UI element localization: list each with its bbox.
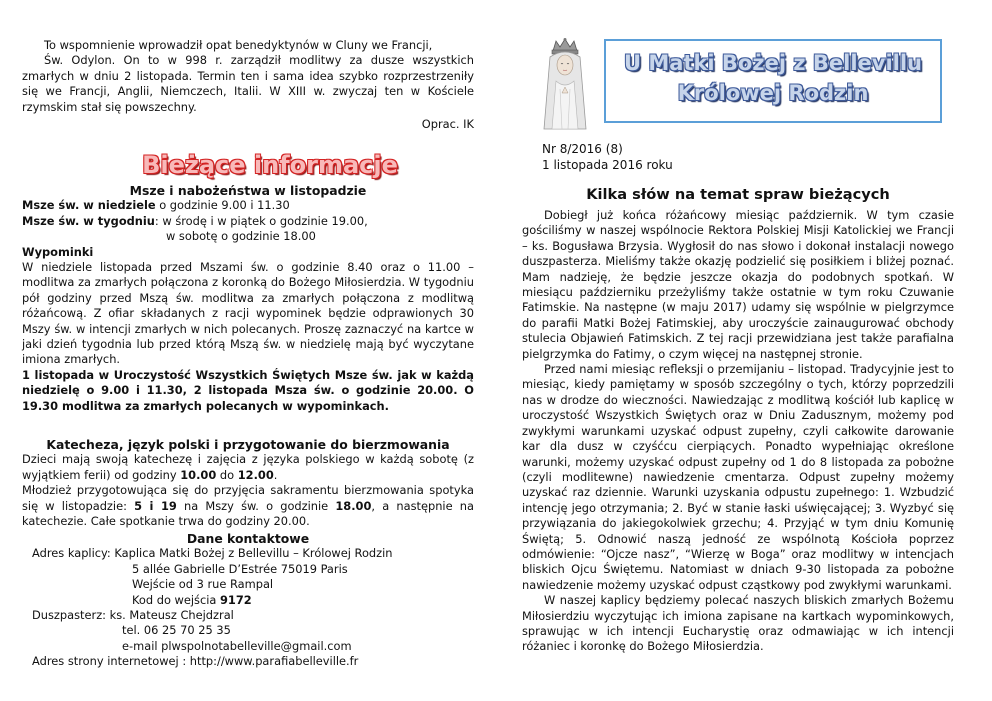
- all-saints-note: 1 listopada w Uroczystość Wszystkich Świętych Msze św. jak w każdą niedzielę o 9.00 i 11.30, 2 listopada Msza św. o godzinie 20.00. O 19.30 modlitwa za zmarłych polecanych w wypominkach.: [22, 367, 474, 413]
- issue-info: [542, 141, 673, 173]
- chapel-entrance: Wejście od 3 rue Rampal: [132, 577, 274, 592]
- bierzmowanie-text: , a następnie na katechezie. Całe spotkanie trwa do godziny 20.00.: [22, 498, 474, 529]
- main-article: [522, 186, 954, 655]
- section-title-biezace: Bieżące informacje: [142, 151, 398, 179]
- chapel-address-label: Adres kaplicy:: [32, 546, 115, 561]
- intro-block: [22, 38, 474, 132]
- katecheza-time-end: 12.00: [237, 467, 274, 482]
- phone: tel. 06 25 70 25 35: [122, 623, 231, 638]
- newsletter-title-line-1: U Matki Bożej z Bellevillu: [623, 51, 922, 75]
- bierzmowanie-text: na Mszy św. o godzinie: [176, 498, 336, 513]
- katecheza-paragraph-2: [22, 483, 474, 529]
- intro-line-1: To wspomnienie wprowadził opat benedyktynów w Cluny we Francji,: [44, 38, 433, 52]
- katecheza-time-start: 10.00: [180, 467, 217, 482]
- katecheza-heading: Katecheza, język polski i przygotowanie do bierzmowania: [46, 437, 450, 452]
- article-paragraph: Dobiegł już końca różańcowy miesiąc październik. W tym czasie gościliśmy w naszej wspólnocie Rektora Polskiej Misji Katolickiej we Francji – ks. Bogusława Brzysia. Wygłosił do nas słowo i dokonał instalacji nowego duszpasterza. Mieliśmy także okazję podzielić się posiłkiem i bliżej poznać. Mam nadzieję, że będzie jeszcze okazja do podobnych spotkań. W miesiącu październiku przeżyliśmy także ostatnie w tym roku Czuwanie Fatimskie. Na następne (w maju 2017) udamy się wspólnie w pielgrzymce do parafii Matki Bożej Fatimskiej, aby uroczyście zainaugurować obchody stulecia Objawień Fatimskich. Z tej racji przewidziana jest także parafialna pielgrzymka do Fatimy, o czym więcej na następnej stronie.: [522, 208, 954, 361]
- katecheza-section: [22, 437, 474, 529]
- bierzmowanie-text: Młodzież przygotowująca się do przyjęcia sakramentu bierzmowania spotyka się w listopadzie:: [22, 483, 474, 513]
- saturday-mass-line: w sobotę o godzinie 18.00: [166, 229, 316, 244]
- katecheza-paragraph-1: [22, 452, 474, 483]
- weekday-label: Msze św. w tygodniu: [22, 213, 155, 228]
- contact-heading: Dane kontaktowe: [186, 531, 310, 546]
- katecheza-text: Dzieci mają swoją katechezę i zajęcia z języka polskiego w każdą sobotę (z wyjątkiem ferii) od godziny: [22, 452, 474, 482]
- newsletter-title-box: [604, 39, 942, 123]
- article-paragraph: Przed nami miesiąc refleksji o przemijaniu – listopad. Tradycyjnie jest to miesiąc, kiedy pamiętamy w sposób szczególny o tych, którzy poprzedzili nas w drodze do wieczności. Nawiedzając z modlitwą kościół lub kaplicę w uroczystość Wszystkich Świętych oraz w Dniu Zadusznym, możemy pod zwykłymi warunkami uzyskać odpust zupełny, czyli całkowite darowanie kar dla dusz w czyśćcu cierpiących. Ponadto wypełniając określone warunki, możemy uzyskać odpust zupełny od 1 do 8 listopada za pobożne (czyli modlitewne) nawiedzenie cmentarza. Odpust zupełny możemy uzyskać raz dziennie. Warunki uzyskania odpustu zupełnego: 1. Wzbudzić intencję jego otrzymania; 2. Być w stanie łaski uświęcającej; 3. Wyzbyć się przywiązania do jakiegokolwiek grzechu; 4. Przyjąć w tym dniu Komunię Świętą; 5. Odnowić naszą jedność ze wspólnotą Kościoła poprzez odmówienie: “Ojcze nasz”, “Wierzę w Boga” oraz modlitwy w intencjach bliskich Ojcu Świętemu. Natomiast w dniach 9-30 listopada za pobożne nawiedzenie możemy uzyskać odpust cząstkowy pod zwykłymi warunkami.: [522, 362, 954, 592]
- intro-signature: Oprac. IK: [421, 117, 474, 132]
- bierzmowanie-time: 18.00: [335, 498, 372, 513]
- pastor-line: [32, 608, 474, 623]
- bierzmowanie-dates: 5 i 19: [134, 498, 177, 513]
- door-code-label: Kod do wejścia: [132, 592, 220, 607]
- issue-date: 1 listopada 2016 roku: [542, 158, 673, 172]
- newsletter-title-line-2: Królowej Rodzin: [677, 81, 869, 105]
- door-code-line: [32, 593, 474, 608]
- wypominki-text: W niedziele listopada przed Mszami św. o godzinie 8.40 oraz o 11.00 – modlitwa za zmarłych połączona z koronką do Bożego Miłosierdzia. W tygodniu pół godziny przed Mszą św. modlitwa za zmarłych połączona z modlitwą różańcową. Z ofiar składanych z racji wypominek będzie odprawionych 30 Mszy św. w intencji zmarłych w nich polecanych. Proszę zaznaczyć na kartce w jaki dzień tygodnia lub przed którą Mszą św. w niedzielę mają być wyczytane imiona zmarłych.: [22, 260, 474, 367]
- msze-heading: Msze i nabożeństwa w listopadzie: [129, 183, 367, 198]
- chapel-address-line: [32, 546, 474, 561]
- article-paragraph: W naszej kaplicy będziemy polecać naszych bliskich zmarłych Bożemu Miłosierdziu wyczytując ich imiona zapisane na kartkach wypominkowych, sprawując w ich intencji Eucharystię oraz odmawiając w ich intencji różaniec i koronkę do Bożego Miłosierdzia.: [522, 593, 954, 654]
- door-code: 9172: [220, 592, 252, 607]
- issue-number: Nr 8/2016 (8): [542, 142, 623, 156]
- contact-details: [22, 546, 474, 669]
- wypominki-heading: Wypominki: [22, 244, 94, 259]
- sunday-mass-line: [22, 198, 474, 213]
- weekday-text: : w środę i w piątek o godzinie 19.00,: [154, 213, 368, 228]
- katecheza-text: .: [273, 467, 278, 482]
- katecheza-text: do: [216, 467, 238, 482]
- sunday-label: Msze św. w niedziele: [22, 198, 156, 213]
- madonna-icon: [536, 37, 594, 131]
- email: e-mail plwspolnotabelleville@gmail.com: [122, 638, 352, 653]
- newsletter-header: [522, 27, 954, 125]
- sunday-text: o godzinie 9.00 i 11.30: [155, 198, 290, 213]
- website: Adres strony internetowej : http://www.parafiabelleville.fr: [32, 654, 359, 669]
- msze-section: [22, 183, 474, 414]
- article-title: Kilka słów na temat spraw bieżących: [586, 186, 890, 203]
- intro-paragraph: Św. Odylon. On to w 998 r. zarządził modlitwy za dusze wszystkich zmarłych w dniu 2 listopada. Termin ten i sama idea szybko rozprzestrzeniły się we Francji, Anglii, Niemczech, Italii. W XIII w. zwyczaj ten w Kościele rzymskim stał się powszechny.: [22, 53, 474, 114]
- chapel-name: Kaplica Matki Bożej z Bellevillu – Królowej Rodzin: [114, 546, 393, 561]
- pastor-name: ks. Mateusz Chejdzral: [109, 608, 234, 623]
- pastor-label: Duszpasterz:: [32, 608, 110, 623]
- chapel-street: 5 allée Gabrielle D’Estrée 75019 Paris: [132, 561, 348, 576]
- contact-section: [22, 531, 474, 670]
- weekday-mass-line: [22, 214, 474, 229]
